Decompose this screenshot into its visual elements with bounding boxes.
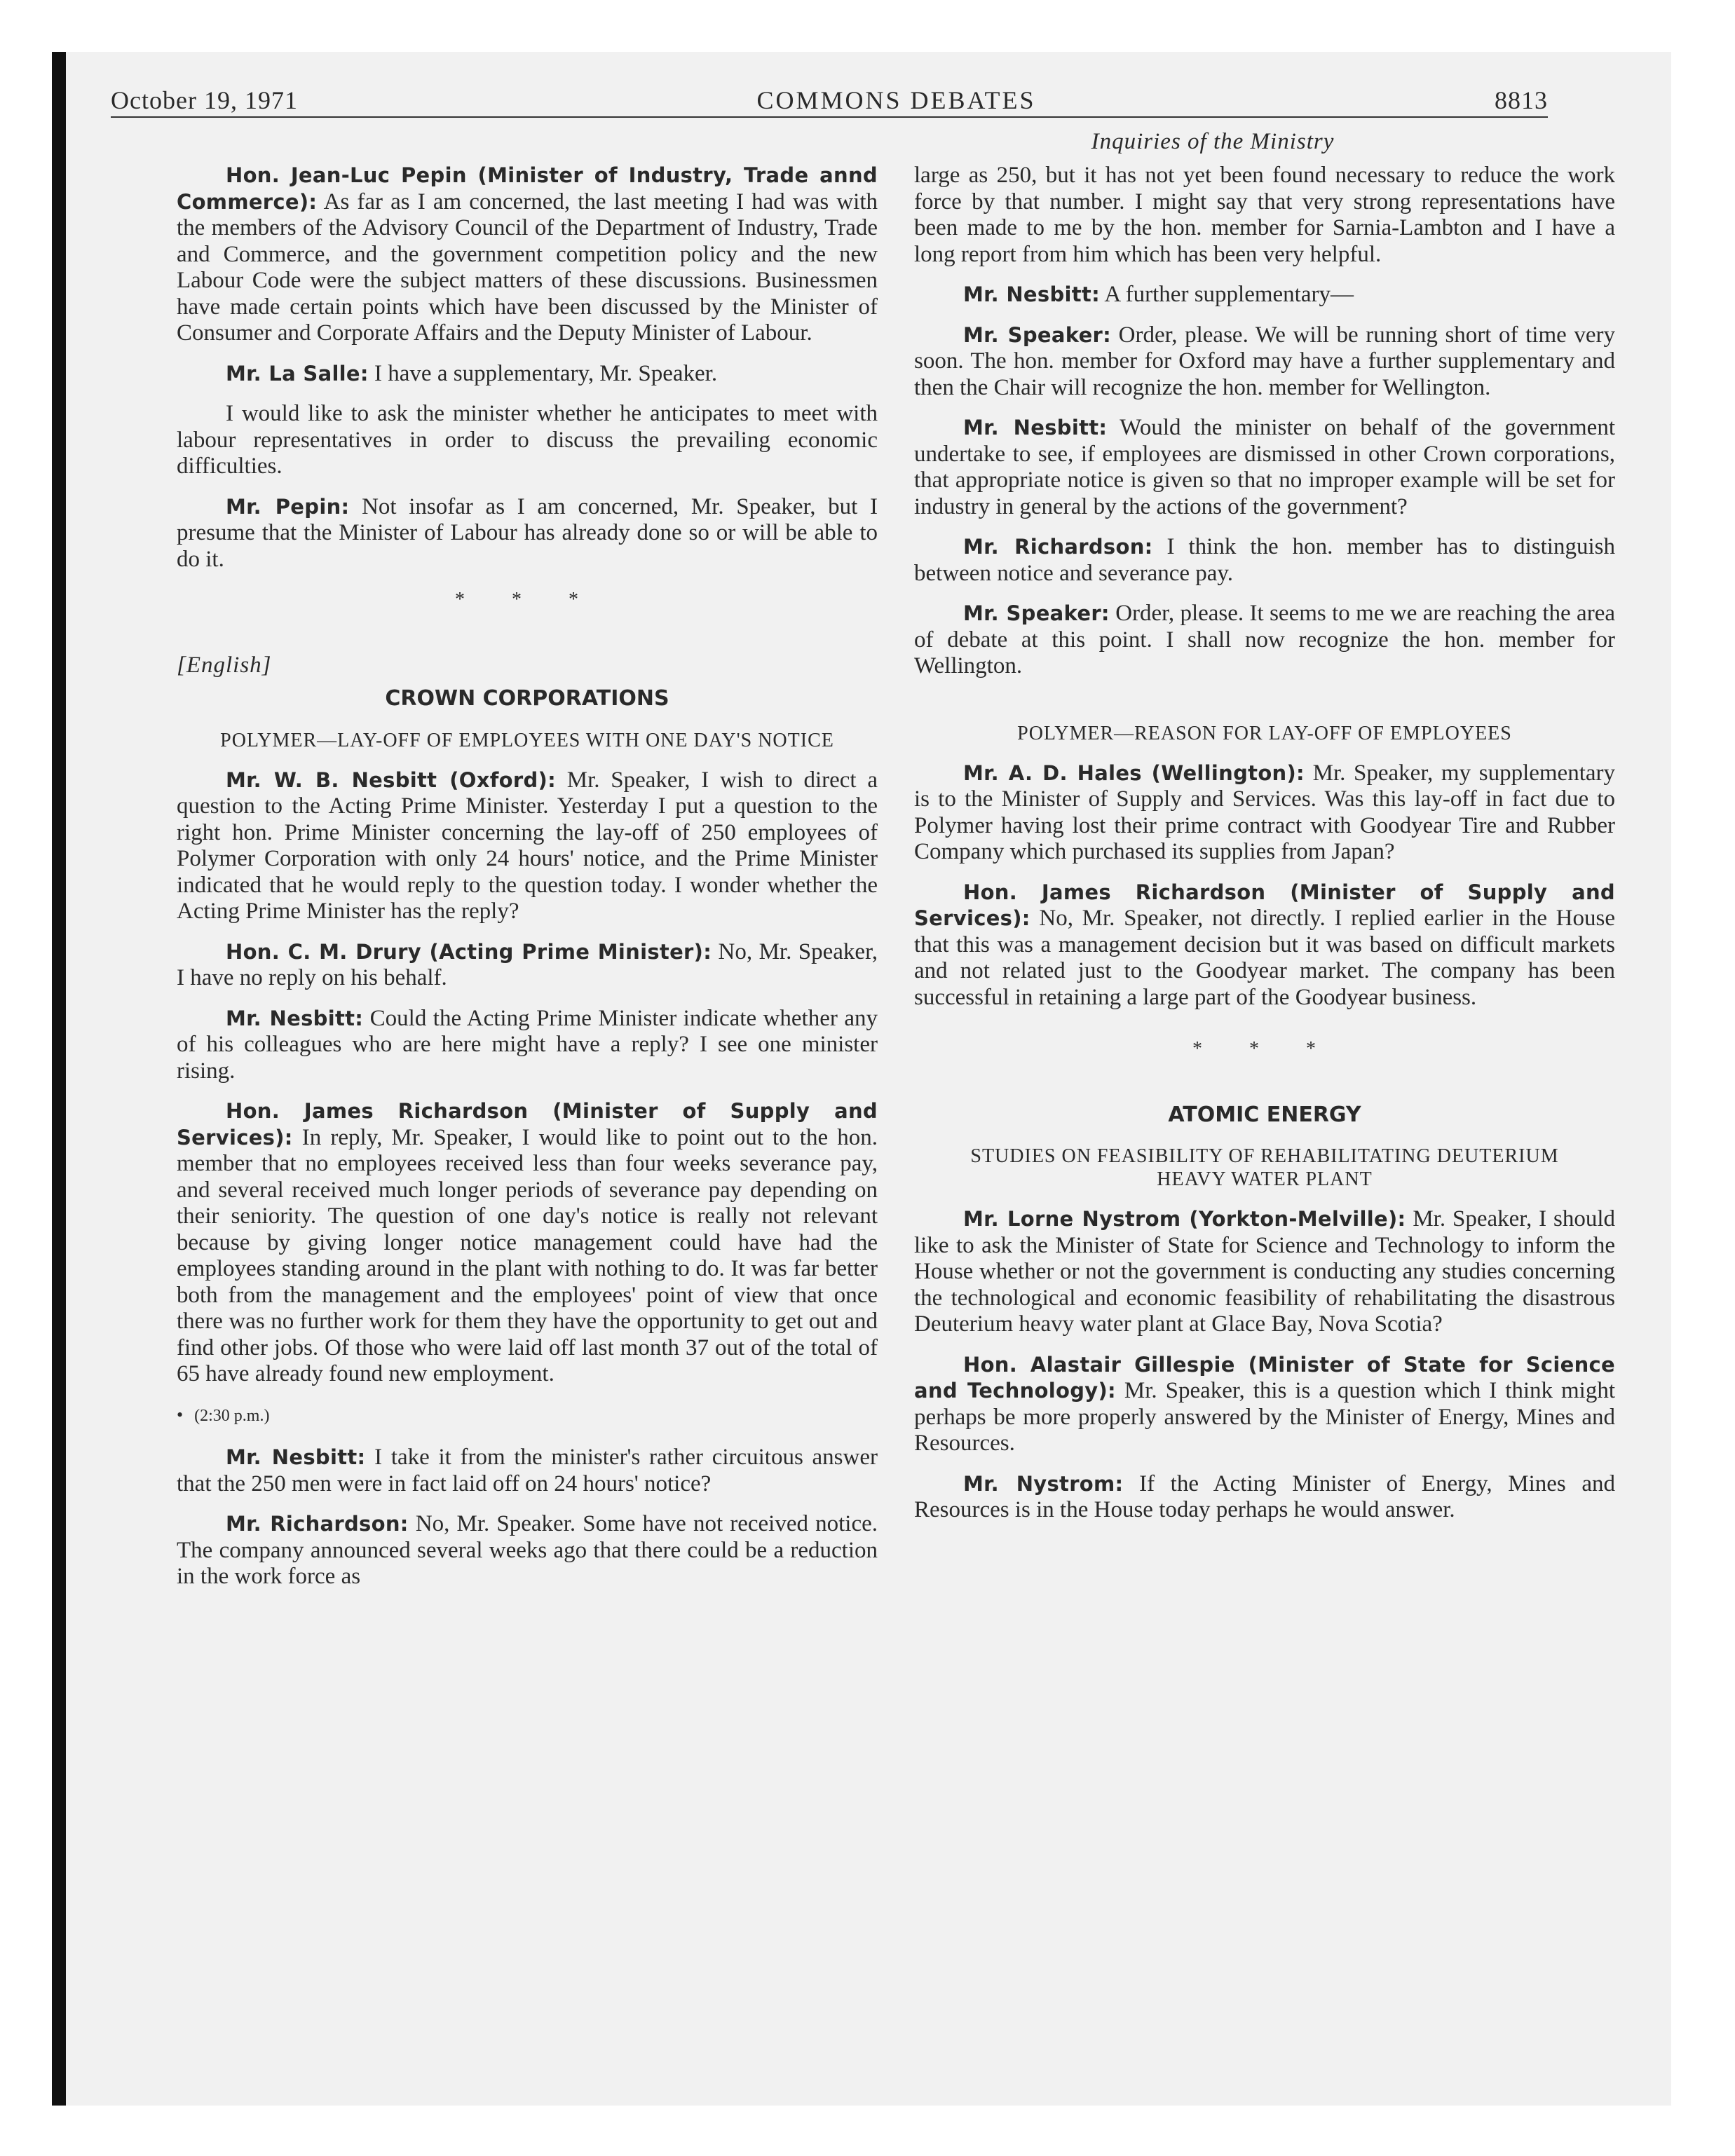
page-header xyxy=(111,79,1548,118)
section-separator: * * * xyxy=(455,589,599,610)
paragraph xyxy=(914,1352,1615,1457)
speech-text: I think the hon. member has to distinguish between notice and severance pay. xyxy=(914,534,1615,586)
right-column xyxy=(914,163,1615,1538)
speaker-name: Mr. A. D. Hales (Wellington): xyxy=(963,760,1305,785)
speech-text: I have a supplementary, Mr. Speaker. xyxy=(368,360,718,386)
speaker-name: Mr. Richardson: xyxy=(963,535,1153,559)
subsection-heading: STUDIES ON FEASIBILITY OF REHABILITATING DEUTERIUM HEAVY WATER PLANT xyxy=(970,1145,1559,1190)
paragraph xyxy=(914,415,1615,520)
paragraph xyxy=(177,1006,878,1085)
speaker-name: Mr. Nesbitt: xyxy=(963,282,1100,306)
speech-text: No, Mr. Speaker. Some have not received notice. The company announced several weeks ago that there could be a reduction in the work force as xyxy=(177,1511,878,1589)
speaker-name: Hon. Jean-Luc Pepin (Minister of Industry, Trade annd Commerce): xyxy=(177,163,878,214)
speaker-name: Mr. La Salle: xyxy=(226,361,369,386)
paragraph xyxy=(177,1511,878,1590)
speaker-name: Hon. James Richardson (Minister of Supply and Services): xyxy=(914,880,1615,930)
section-heading: CROWN CORPORATIONS xyxy=(385,686,669,711)
paragraph xyxy=(177,1445,878,1497)
speaker-name: Mr. Lorne Nystrom (Yorkton-Melville): xyxy=(963,1207,1406,1231)
time-text: (2:30 p.m.) xyxy=(194,1406,270,1425)
speech-text: I would like to ask the minister whether he anticipates to meet with labour representatives in order to discuss the prevailing economic difficulties. xyxy=(177,401,878,479)
paragraph xyxy=(177,767,878,925)
paragraph xyxy=(914,760,1615,866)
speaker-name: Mr. Nesbitt: xyxy=(963,416,1108,439)
speaker-name: Hon. James Richardson (Minister of Supply and Services): xyxy=(177,1099,878,1149)
paragraph xyxy=(914,880,1615,1011)
speaker-name: Mr. Pepin: xyxy=(226,494,350,519)
paragraph xyxy=(177,163,878,347)
time-stamp xyxy=(177,1402,878,1430)
speech-text: Mr. Speaker, my supplementary is to the Minister of Supply and Services. Was this lay-off in fact due to Polymer having lost their prime contract with Goodyear Tire and Rubber Company which purchased its supplies from Japan? xyxy=(914,760,1616,864)
speech-text: No, Mr. Speaker, not directly. I replied earlier in the House that this was a management decision but it was based on difficult markets and not related just to the Goodyear market. The company has been successful in retaining a large part of the Goodyear business. xyxy=(914,906,1615,1010)
speaker-name: Mr. Nesbitt: xyxy=(226,1445,366,1469)
speech-text: Order, please. It seems to me we are reaching the area of debate at this point. I shall now recognize the hon. member for Wellington. xyxy=(914,601,1615,678)
paragraph xyxy=(914,1471,1615,1524)
speech-text: If the Acting Minister of Energy, Mines and Resources is in the House today perhaps he would answer. xyxy=(914,1471,1615,1522)
speech-text: large as 250, but it has not yet been found necessary to reduce the work force by that number. I might say that very strong representations have been made to me by the hon. member for Sarnia-Lambton and I have a long report from him which has been very helpful. xyxy=(914,163,1615,267)
paragraph xyxy=(914,534,1615,587)
header-title: COMMONS DEBATES xyxy=(756,86,1036,114)
speech-text: Mr. Speaker, this is a question which I think might perhaps be more properly answered by the Minister of Energy, Mines and Resources. xyxy=(914,1378,1615,1456)
speech-text: A further supplementary— xyxy=(1099,282,1354,307)
left-column xyxy=(177,163,878,1604)
header-date: October 19, 1971 xyxy=(111,86,298,114)
speaker-name: Mr. Nystrom: xyxy=(963,1471,1124,1496)
speech-text: Could the Acting Prime Minister indicate whether any of his colleagues who are here might have a reply? I see one minister rising. xyxy=(177,1005,878,1084)
language-marker: [English] xyxy=(177,652,272,678)
speech-text: Not insofar as I am concerned, Mr. Speaker, but I presume that the Minister of Labour has already done so or will be able to do it. xyxy=(177,493,878,572)
speech-text: Would the minister on behalf of the government undertake to see, if employees are dismissed in other Crown corporations, that appropriate notice is given so that no improper example will be set for industry in general by the actions of the government? xyxy=(914,415,1615,519)
running-head: Inquiries of the Ministry xyxy=(1091,129,1335,154)
speech-text: Mr. Speaker, I should like to ask the Minister of State for Science and Technology to inform the House whether or not the government is conducting any studies concerning the technological and economic feasibility of rehabilitating the disastrous Deuterium heavy water plant at Glace Bay, Nova Scotia? xyxy=(914,1206,1615,1337)
subsection-heading: POLYMER—LAY-OFF OF EMPLOYEES WITH ONE DAY'S NOTICE xyxy=(220,729,834,751)
header-page-number: 8813 xyxy=(1494,86,1548,114)
paragraph xyxy=(914,163,1615,268)
speaker-name: Hon. Alastair Gillespie (Minister of State for Science and Technology): xyxy=(914,1352,1615,1403)
speaker-name: Mr. Nesbitt: xyxy=(226,1006,364,1030)
spacer xyxy=(914,694,1615,722)
bullet-icon: • xyxy=(177,1404,184,1425)
speaker-name: Mr. W. B. Nesbitt (Oxford): xyxy=(226,767,556,792)
speech-text: In reply, Mr. Speaker, I would like to point out to the hon. member that no employees received less than four weeks severance pay, and several received much longer periods of severance pay depending on their seniority. The question of one day's notice is really not relevant because by giving longer notice management could have had the employees standing around in the plant with nothing to do. It was far better both from the management and the employees' point of view that once there was no further work for them they have the opportunity to get out and find other jobs. Of those who were laid off last month 37 out of the total of 65 have already found new employment. xyxy=(177,1124,878,1386)
speech-text: As far as I am concerned, the last meeting I had was with the members of the Advisory Council of the Department of Industry, Trade and Commerce, and the government competition policy and the new Labour Code were the subject matters of these discussions. Businessmen have made certain points which have been discussed by the Minister of Consumer and Corporate Affairs and the Deputy Minister of Labour. xyxy=(177,189,878,346)
paragraph xyxy=(914,282,1615,308)
section-heading: ATOMIC ENERGY xyxy=(1168,1102,1361,1127)
speaker-name: Hon. C. M. Drury (Acting Prime Minister): xyxy=(226,939,712,964)
speaker-name: Mr. Speaker: xyxy=(963,601,1110,625)
paragraph xyxy=(914,322,1615,402)
paragraph xyxy=(177,939,878,992)
paragraph xyxy=(177,401,878,480)
speaker-name: Mr. Speaker: xyxy=(963,322,1112,347)
speaker-name: Mr. Richardson: xyxy=(226,1512,409,1536)
scan-border xyxy=(52,52,66,2106)
speech-text: Mr. Speaker, I wish to direct a question to the Acting Prime Minister. Yesterday I put a question to the right hon. Prime Minister concerning the lay-off of 250 employees of Polymer Corporation with only 24 hours' notice, and the Prime Minister indicated that he would reply to the question today. I wonder whether the Acting Prime Minister has the reply? xyxy=(177,767,878,924)
paragraph xyxy=(914,1206,1615,1338)
paragraph xyxy=(914,601,1615,680)
section-separator: * * * xyxy=(1192,1038,1337,1060)
speech-text: Order, please. We will be running short of time very soon. The hon. member for Oxford may have a further supplementary and then the Chair will recognize the hon. member for Wellington. xyxy=(914,322,1616,400)
speech-text: No, Mr. Speaker, I have no reply on his behalf. xyxy=(177,939,878,990)
paragraph xyxy=(177,361,878,388)
paragraph xyxy=(177,1098,878,1388)
speech-text: I take it from the minister's rather circuitous answer that the 250 men were in fact laid off on 24 hours' notice? xyxy=(177,1445,878,1496)
subsection-heading: POLYMER—REASON FOR LAY-OFF OF EMPLOYEES xyxy=(1017,722,1512,744)
paragraph xyxy=(177,494,878,573)
